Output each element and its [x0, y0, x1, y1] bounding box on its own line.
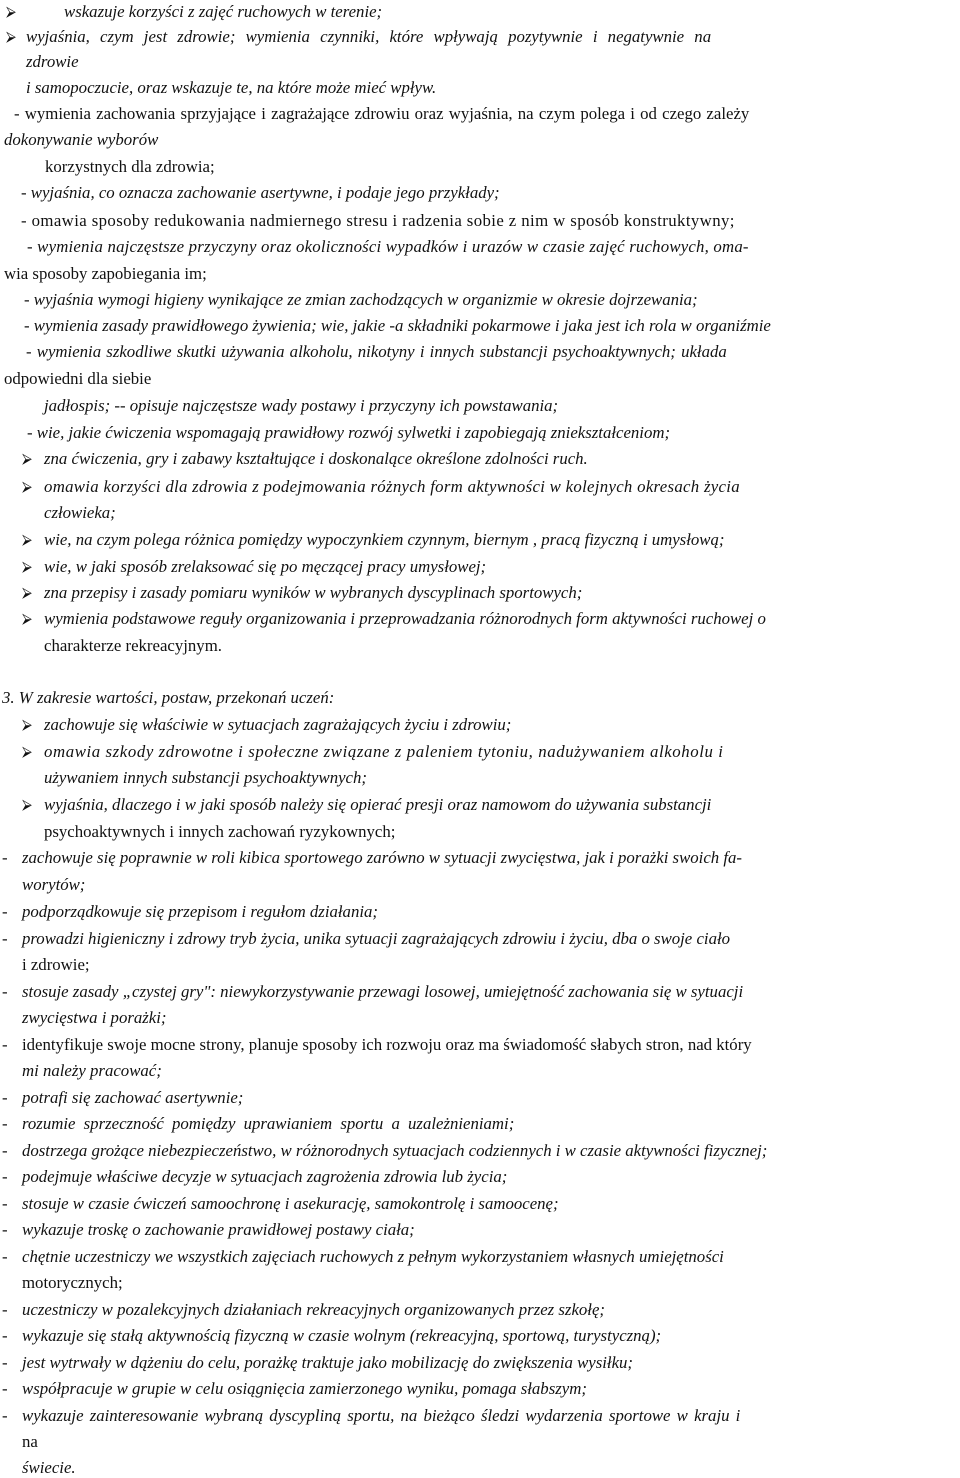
dash-bullet: -	[2, 929, 8, 948]
list-item: - wymienia najczęstsze przyczyny oraz okoliczności wypadków i urazów w czasie zajęć ruchowych, oma-	[27, 237, 749, 256]
list-item: identyfikuje swoje mocne strony, planuje sposoby ich rozwoju oraz ma świadomość słabych stron, nad który	[22, 1035, 752, 1054]
arrow-bullet-icon: ⮚	[22, 479, 32, 495]
list-item: zna przepisy i zasady pomiaru wyników w wybranych dyscyplinach sportowych;	[44, 583, 583, 602]
list-item: wie, w jaki sposób zrelaksować się po męczącej pracy umysłowej;	[44, 557, 487, 576]
list-item-continuation: używaniem innych substancji psychoaktywnych;	[44, 768, 367, 787]
dash-bullet: -	[2, 848, 8, 867]
list-item-continuation: dokonywanie wyborów	[4, 130, 159, 149]
list-item: wykazuje troskę o zachowanie prawidłowej postawy ciała;	[22, 1220, 415, 1239]
arrow-bullet-icon: ⮚	[22, 744, 32, 760]
section-heading: 3. W zakresie wartości, postaw, przekonań uczeń:	[2, 688, 335, 707]
list-item-continuation: świecie.	[22, 1458, 76, 1477]
list-item-continuation: charakterze rekreacyjnym.	[44, 636, 222, 655]
arrow-bullet-icon: ⮚	[22, 797, 32, 813]
list-item: wykazuje się stałą aktywnością fizyczną w czasie wolnym (rekreacyjną, sportową, turystyczną);	[22, 1326, 662, 1345]
arrow-bullet-icon: ⮚	[6, 29, 16, 45]
list-item: prowadzi higieniczny i zdrowy tryb życia, unika sytuacji zagrażających zdrowiu i życiu, dba o swoje ciało	[22, 929, 731, 948]
list-item: omawia szkody zdrowotne i społeczne związane z paleniem tytoniu, nadużywaniem alkoholu i	[44, 742, 724, 761]
list-item-continuation: człowieka;	[44, 503, 116, 522]
dash-bullet: -	[2, 1088, 8, 1107]
list-item-continuation: psychoaktywnych i innych zachowań ryzykownych;	[44, 822, 396, 841]
list-item-continuation: korzystnych dla zdrowia;	[45, 157, 215, 176]
list-item-continuation: wia sposoby zapobiegania im;	[4, 264, 207, 283]
list-item-continuation: jadłospis; -- opisuje najczęstsze wady postawy i przyczyny ich powstawania;	[44, 396, 559, 415]
list-item: stosuje w czasie ćwiczeń samoochronę i asekurację, samokontrolę i samoocenę;	[22, 1194, 559, 1213]
arrow-bullet-icon: ⮚	[22, 585, 32, 601]
dash-bullet: -	[2, 1406, 8, 1425]
dash-bullet: -	[2, 1326, 8, 1345]
arrow-bullet-icon: ⮚	[6, 4, 16, 20]
dash-bullet: -	[2, 1300, 8, 1319]
list-item: zachowuje się poprawnie w roli kibica sportowego zarówno w sytuacji zwycięstwa, jak i porażki swoich fa-	[22, 848, 743, 867]
list-item-continuation: odpowiedni dla siebie	[4, 369, 152, 388]
list-item: wyjaśnia, dlaczego i w jaki sposób należy się opierać presji oraz namowom do używania substancji	[44, 795, 712, 814]
list-item: stosuje zasady „czystej gry": niewykorzystywanie przewagi losowej, umiejętność zachowania się w sytuacji	[22, 982, 744, 1001]
dash-bullet: -	[2, 1379, 8, 1398]
list-item: - omawia sposoby redukowania nadmiernego stresu i radzenia sobie z nim w sposób konstruktywny;	[21, 211, 735, 230]
list-item: - wymienia szkodliwe skutki używania alkoholu, nikotyny i innych substancji psychoaktywnych; układa	[26, 342, 727, 361]
list-item: zachowuje się właściwie w sytuacjach zagrażających życiu i zdrowiu;	[44, 715, 512, 734]
list-item: zna ćwiczenia, gry i zabawy kształtujące i doskonalące określone zdolności ruch.	[44, 449, 588, 468]
list-item: dostrzega grożące niebezpieczeństwo, w różnorodnych sytuacjach codziennych i w czasie aktywności fizycznej;	[22, 1141, 768, 1160]
list-item: uczestniczy w pozalekcyjnych działaniach rekreacyjnych organizowanych przez szkołę;	[22, 1300, 605, 1319]
list-item: wskazuje korzyści z zajęć ruchowych w terenie;	[64, 2, 383, 21]
arrow-bullet-icon: ⮚	[22, 717, 32, 733]
list-item: wyjaśnia, czym jest zdrowie; wymienia czynniki, które wpływają pozytywnie i negatywnie na	[26, 27, 712, 46]
list-item: jest wytrwały w dążeniu do celu, porażkę traktuje jako mobilizację do zwiększenia wysiłku;	[22, 1353, 634, 1372]
list-item: podejmuje właściwe decyzje w sytuacjach zagrożenia zdrowia lub życia;	[22, 1167, 508, 1186]
dash-bullet: -	[2, 1353, 8, 1372]
list-item-continuation: na	[22, 1432, 38, 1451]
list-item: wykazuje zainteresowanie wybraną dyscypliną sportu, na bieżąco śledzi wydarzenia sportowe w kraju i	[22, 1406, 741, 1425]
arrow-bullet-icon: ⮚	[22, 532, 32, 548]
list-item-continuation: mi należy pracować;	[22, 1061, 162, 1080]
dash-bullet: -	[2, 1194, 8, 1213]
list-item-continuation: zwycięstwa i porażki;	[22, 1008, 167, 1027]
list-item: - wymienia zasady prawidłowego żywienia; wie, jakie -a składniki pokarmowe i jaka jest ich rola w organiźmie	[24, 316, 771, 335]
list-item-continuation: i samopoczucie, oraz wskazuje te, na które może mieć wpływ.	[26, 78, 437, 97]
arrow-bullet-icon: ⮚	[22, 611, 32, 627]
list-item: wie, na czym polega różnica pomiędzy wypoczynkiem czynnym, biernym , pracą fizyczną i umysłową;	[44, 530, 725, 549]
list-item: chętnie uczestniczy we wszystkich zajęciach ruchowych z pełnym wykorzystaniem własnych umiejętności	[22, 1247, 724, 1266]
list-item: potrafi się zachować asertywnie;	[22, 1088, 244, 1107]
list-item: - wymienia zachowania sprzyjające i zagrażające zdrowiu oraz wyjaśnia, na czym polega i od czego zależy	[14, 104, 750, 123]
dash-bullet: -	[2, 902, 8, 921]
dash-bullet: -	[2, 1114, 8, 1133]
list-item: rozumie sprzeczność pomiędzy uprawianiem sportu a uzależnieniami;	[22, 1114, 515, 1133]
dash-bullet: -	[2, 1035, 8, 1054]
list-item-continuation: motorycznych;	[22, 1273, 123, 1292]
dash-bullet: -	[2, 982, 8, 1001]
arrow-bullet-icon: ⮚	[22, 451, 32, 467]
list-item: - wyjaśnia wymogi higieny wynikające ze zmian zachodzących w organizmie w okresie dojrzewania;	[24, 290, 698, 309]
arrow-bullet-icon: ⮚	[22, 559, 32, 575]
list-item: wymienia podstawowe reguły organizowania i przeprowadzania różnorodnych form aktywności ruchowej o	[44, 609, 766, 628]
list-item: podporządkowuje się przepisom i regułom działania;	[22, 902, 378, 921]
dash-bullet: -	[2, 1220, 8, 1239]
list-item: - wie, jakie ćwiczenia wspomagają prawidłowy rozwój sylwetki i zapobiegają zniekształceniom;	[27, 423, 671, 442]
list-item: współpracuje w grupie w celu osiągnięcia zamierzonego wyniku, pomaga słabszym;	[22, 1379, 587, 1398]
dash-bullet: -	[2, 1247, 8, 1266]
dash-bullet: -	[2, 1141, 8, 1160]
list-item: omawia korzyści dla zdrowia z podejmowania różnych form aktywności w kolejnych okresach życia	[44, 477, 740, 496]
list-item-continuation: zdrowie	[26, 52, 79, 71]
dash-bullet: -	[2, 1167, 8, 1186]
list-item-continuation: worytów;	[22, 875, 86, 894]
list-item: - wyjaśnia, co oznacza zachowanie asertywne, i podaje jego przykłady;	[21, 183, 500, 202]
list-item-continuation: i zdrowie;	[22, 955, 90, 974]
